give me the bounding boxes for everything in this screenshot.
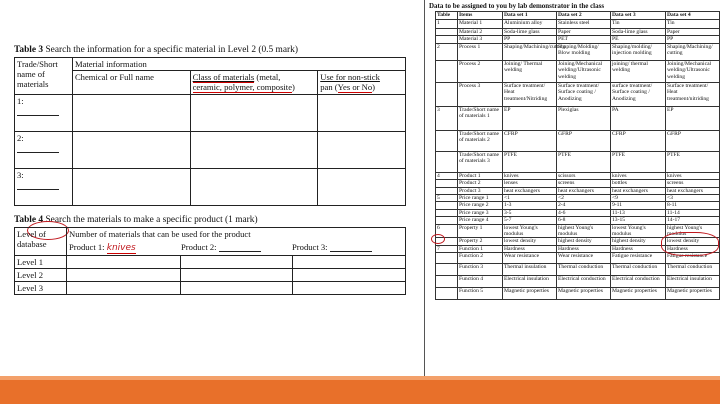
item-label-cell: Trade/Short name of materials 2 — [458, 130, 503, 151]
data-set-cell: knives — [503, 172, 557, 179]
data-set-cell: Wear resistance — [557, 253, 611, 264]
data-sheet-header-cell: Data set 3 — [611, 12, 666, 20]
item-label-cell: Material 2 — [458, 29, 503, 36]
nonstick-text: Use for non-stick — [320, 72, 380, 82]
table-number-cell — [436, 217, 458, 224]
table3-cell[interactable] — [318, 169, 406, 206]
table4-cell[interactable] — [67, 269, 181, 282]
data-sheet-header-cell: Data set 4 — [666, 12, 720, 20]
table-number-cell — [436, 264, 458, 276]
table3-col1-line2: name of — [17, 69, 45, 79]
data-set-cell: Hardness — [666, 245, 720, 252]
data-set-cell: 14-17 — [666, 217, 720, 224]
data-sheet-row — [436, 276, 720, 288]
class-paren: (metal, — [254, 72, 281, 82]
left-worksheet — [14, 44, 410, 344]
data-set-cell: screens — [666, 180, 720, 187]
table-number-cell — [436, 36, 458, 43]
data-set-cell: Thermal insulation — [503, 264, 557, 276]
answer-blank[interactable] — [219, 243, 261, 252]
data-set-cell: EP — [666, 106, 720, 130]
data-set-cell: 8-11 — [666, 202, 720, 209]
data-set-cell: CFRP — [503, 130, 557, 151]
data-set-cell: knives — [611, 172, 666, 179]
data-set-cell: Surface treatment/ Surface coating / Anodizing — [557, 82, 611, 106]
table-number-cell — [436, 60, 458, 82]
class-options-text: ceramic, polymer, composite — [192, 82, 293, 92]
data-set-cell: Electrical insulation — [503, 276, 557, 288]
data-set-cell: PTFE — [557, 151, 611, 172]
data-set-cell: lowest Young's modulus — [503, 224, 557, 238]
data-sheet-row — [436, 288, 720, 300]
table3-cell[interactable] — [318, 95, 406, 132]
table4-caption-bold: Table 4 — [14, 215, 44, 225]
data-set-cell: bottles — [611, 180, 666, 187]
data-sheet-row — [436, 151, 720, 172]
handwritten-circle-4 — [431, 234, 445, 244]
data-set-cell: PP — [666, 36, 720, 43]
data-sheet-row — [436, 20, 720, 29]
data-sheet-row — [436, 43, 720, 60]
table-number-cell — [436, 29, 458, 36]
data-set-cell: Magnetic properties — [503, 288, 557, 300]
table3-row-label — [15, 132, 73, 169]
product1-label — [69, 242, 181, 253]
table-number-cell — [436, 288, 458, 300]
data-set-cell: 13-15 — [611, 217, 666, 224]
data-set-cell: joining/ thermal welding — [611, 60, 666, 82]
data-set-cell: PA — [611, 106, 666, 130]
data-set-cell: 1-3 — [503, 202, 557, 209]
answer-blank[interactable] — [330, 243, 372, 252]
item-label-cell: Price range 2 — [458, 202, 503, 209]
data-set-cell: Surface treatment/ Heat treatment/Nitriding — [503, 82, 557, 106]
item-label-cell: Function 2 — [458, 253, 503, 264]
table3-row — [15, 169, 406, 206]
item-label-cell: Trade/Short name of materials 1 — [458, 106, 503, 130]
data-sheet-row — [436, 106, 720, 130]
data-set-cell: CFRP — [611, 130, 666, 151]
data-set-cell: scissors — [557, 172, 611, 179]
item-label-cell: Price range 3 — [458, 209, 503, 216]
level-label: Level 2 — [15, 269, 67, 282]
table3-cell[interactable] — [190, 132, 318, 169]
answer-blank[interactable] — [17, 107, 59, 116]
data-set-cell: Shaping/Molding/ Blow molding — [557, 43, 611, 60]
slide-footer-band — [0, 376, 720, 404]
item-label-cell: Product 3 — [458, 187, 503, 194]
data-sheet-header-cell: Items — [458, 12, 503, 20]
data-set-cell: Electrical conduction — [611, 276, 666, 288]
data-set-cell: PP — [503, 36, 557, 43]
table4-header-text: Number of materials that can be used for the product — [69, 229, 251, 239]
data-set-cell: Aluminium alloy — [503, 20, 557, 29]
table-number-cell: 3 — [436, 106, 458, 130]
class-of-materials-text: Class of materials — [192, 72, 255, 82]
table-number-cell: 6 — [436, 224, 458, 238]
data-set-cell: 5-7 — [503, 217, 557, 224]
item-label-cell: Process 1 — [458, 43, 503, 60]
item-label-cell: Material 1 — [458, 20, 503, 29]
table4-row — [15, 282, 406, 295]
data-set-cell: lenses — [503, 180, 557, 187]
table-number-cell: 4 — [436, 172, 458, 179]
table3-cell[interactable] — [72, 169, 190, 206]
table4-cell[interactable] — [293, 269, 406, 282]
product1-text: Product 1: — [69, 242, 105, 252]
handwritten-knives: knives — [106, 243, 136, 253]
data-set-cell: Joining/ Thermal welding — [503, 60, 557, 82]
item-label-cell: Property 1 — [458, 224, 503, 238]
item-label-cell: Function 4 — [458, 276, 503, 288]
product3-label — [292, 242, 403, 253]
table-number-cell — [436, 187, 458, 194]
data-set-cell: 4-6 — [557, 209, 611, 216]
data-set-cell: Tin — [666, 20, 720, 29]
data-sheet-row — [436, 187, 720, 194]
level-label: Level 3 — [15, 282, 67, 295]
data-set-cell: Tin — [611, 20, 666, 29]
table3-col-chemical-name: Chemical or Full name — [72, 71, 190, 95]
data-set-cell: Plexiglas — [557, 106, 611, 130]
item-label-cell: Product 2 — [458, 180, 503, 187]
data-set-cell: 11-13 — [611, 209, 666, 216]
item-label-cell: Price range 4 — [458, 217, 503, 224]
table3-info-header: Material information — [72, 58, 405, 71]
item-label-cell: Product 1 — [458, 172, 503, 179]
data-set-cell: GFRP — [666, 130, 720, 151]
data-sheet-row — [436, 130, 720, 151]
table4-cell[interactable] — [293, 282, 406, 295]
footer-highlight — [0, 376, 720, 380]
table3-row — [15, 95, 406, 132]
data-sheet-row — [436, 29, 720, 36]
row-number: 3: — [17, 170, 24, 180]
data-sheet — [424, 0, 720, 396]
data-set-cell: GFRP — [557, 130, 611, 151]
data-set-cell: heat exchangers — [666, 187, 720, 194]
data-set-cell: 6-8 — [557, 217, 611, 224]
table3-caption-bold: Table 3 — [14, 45, 44, 55]
table3-cell[interactable] — [318, 132, 406, 169]
data-set-cell: highest density — [557, 238, 611, 245]
data-set-cell: Magnetic properties — [557, 288, 611, 300]
data-set-cell: 9-11 — [611, 202, 666, 209]
table4-cell[interactable] — [180, 256, 293, 269]
item-label-cell: Property 2 — [458, 238, 503, 245]
table4 — [14, 227, 406, 295]
table3 — [14, 57, 406, 206]
data-set-cell: Thermal conduction — [666, 264, 720, 276]
data-set-cell: Paper — [557, 29, 611, 36]
table3-cell[interactable] — [190, 95, 318, 132]
data-set-cell: Stainless steel — [557, 20, 611, 29]
table4-cell[interactable] — [180, 269, 293, 282]
data-sheet-row — [436, 217, 720, 224]
data-set-cell: highest Young's modulus — [666, 224, 720, 238]
data-set-cell: surface treatment/ Surface coating / Anodizing — [611, 82, 666, 106]
data-set-cell: Fatigue resistance — [611, 253, 666, 264]
table-number-cell — [436, 82, 458, 106]
table4-products-header — [67, 228, 406, 256]
data-sheet-row — [436, 264, 720, 276]
data-sheet-row — [436, 82, 720, 106]
table-number-cell — [436, 151, 458, 172]
data-set-cell: Magnetic properties — [611, 288, 666, 300]
data-set-cell: 11-14 — [666, 209, 720, 216]
data-sheet-caption: Data to be assigned to you by lab demonstrator in the class — [429, 2, 605, 10]
table-number-cell — [436, 130, 458, 151]
table3-row — [15, 132, 406, 169]
data-set-cell: heat exchangers — [557, 187, 611, 194]
table3-col-nonstick — [318, 71, 406, 95]
data-set-cell: PE — [611, 36, 666, 43]
table-number-cell — [436, 202, 458, 209]
data-set-cell: lowest Young's modulus — [611, 224, 666, 238]
product2-label — [181, 242, 292, 253]
data-set-cell: lowest density — [503, 238, 557, 245]
data-set-cell: lowest density — [666, 238, 720, 245]
table-number-cell: 7 — [436, 245, 458, 252]
item-label-cell: Process 2 — [458, 60, 503, 82]
data-sheet-header-cell: Table — [436, 12, 458, 20]
table3-cell[interactable] — [72, 132, 190, 169]
table4-cell[interactable] — [293, 256, 406, 269]
table-number-cell: 1 — [436, 20, 458, 29]
level-label: Level 1 — [15, 256, 67, 269]
data-set-cell: Fatigue resistance — [666, 253, 720, 264]
data-set-cell: Paper — [666, 29, 720, 36]
data-set-cell: knives — [666, 172, 720, 179]
table4-caption-text: Search the materials to make a specific product (1 mark) — [43, 215, 258, 225]
table-number-cell — [436, 253, 458, 264]
data-set-cell: Hardness — [503, 245, 557, 252]
item-label-cell: Function 3 — [458, 264, 503, 276]
row-number: 2: — [17, 133, 24, 143]
table-number-cell — [436, 276, 458, 288]
product2-text: Product 2: — [181, 242, 217, 252]
data-sheet-header-cell: Data set 1 — [503, 12, 557, 20]
data-set-cell: Shaping/Machining/cutting — [503, 43, 557, 60]
data-set-cell: <2 — [557, 195, 611, 202]
table4-cell[interactable] — [67, 256, 181, 269]
answer-blank[interactable] — [17, 181, 59, 190]
table-number-cell — [436, 209, 458, 216]
data-set-cell: Magnetic properties — [666, 288, 720, 300]
data-set-cell: heat exchangers — [611, 187, 666, 194]
answer-blank[interactable] — [17, 144, 59, 153]
data-sheet-row — [436, 202, 720, 209]
database-text: database — [17, 239, 47, 249]
data-set-cell: 3-5 — [503, 209, 557, 216]
data-set-cell: Soda-lime glass — [503, 29, 557, 36]
nonstick-yes-no: Yes or No — [337, 82, 373, 92]
data-set-cell: Shaping/molding/ injection molding — [611, 43, 666, 60]
data-set-cell: Thermal conduction — [611, 264, 666, 276]
table3-caption-text: Search the information for a specific material in Level 2 (0.5 mark) — [43, 45, 298, 55]
data-sheet-header-cell: Data set 2 — [557, 12, 611, 20]
table3-caption — [14, 44, 410, 56]
table4-cell[interactable] — [67, 282, 181, 295]
data-sheet-row — [436, 195, 720, 202]
product3-text: Product 3: — [292, 242, 328, 252]
class-close-paren: ) — [292, 82, 295, 92]
data-set-cell: Joining/Mechanical welding/Ultrasonic welding — [557, 60, 611, 82]
data-set-cell: Hardness — [611, 245, 666, 252]
row-number: 1: — [17, 96, 24, 106]
data-set-cell: Wear resistance — [503, 253, 557, 264]
item-label-cell: Function 5 — [458, 288, 503, 300]
item-label-cell: Process 3 — [458, 82, 503, 106]
data-set-cell: PET — [557, 36, 611, 43]
data-sheet-row — [436, 60, 720, 82]
table3-col1-line3: materials — [17, 79, 49, 89]
data-sheet-header-row — [436, 12, 720, 20]
data-set-cell: EP — [503, 106, 557, 130]
data-set-cell: Surface treatment/ Heat treatment/nitriding — [666, 82, 720, 106]
data-sheet-table — [435, 11, 720, 300]
data-set-cell: PTFE — [611, 151, 666, 172]
data-set-cell: Joining/Mechanical welding/Ultrasonic welding — [666, 60, 720, 82]
data-set-cell: <3 — [666, 195, 720, 202]
table3-col-trade-name — [15, 58, 73, 95]
data-set-cell: heat exchangers — [503, 187, 557, 194]
table-number-cell: 2 — [436, 43, 458, 60]
item-label-cell: Trade/Short name of materials 3 — [458, 151, 503, 172]
table3-cell[interactable] — [190, 169, 318, 206]
data-set-cell: PTFE — [666, 151, 720, 172]
table3-col1-line1: Trade/Short — [17, 59, 58, 69]
table3-cell[interactable] — [72, 95, 190, 132]
nonstick-close: ) — [372, 82, 376, 92]
handwritten-circle-product — [661, 232, 719, 256]
table4-cell[interactable] — [180, 282, 293, 295]
data-set-cell: Electrical conduction — [557, 276, 611, 288]
data-set-cell: highest density — [611, 238, 666, 245]
data-set-cell: Hardness — [557, 245, 611, 252]
data-set-cell: PTFE — [503, 151, 557, 172]
data-set-cell: Electrical insulation — [666, 276, 720, 288]
table4-row — [15, 256, 406, 269]
table-number-cell — [436, 180, 458, 187]
table3-col-class — [190, 71, 318, 95]
table3-row-label — [15, 169, 73, 206]
data-set-cell: Soda-lime glass — [611, 29, 666, 36]
table3-row-label — [15, 95, 73, 132]
data-set-cell: Shaping/Machining/ cutting — [666, 43, 720, 60]
data-set-cell: Thermal conduction — [557, 264, 611, 276]
data-set-cell: highest Young's modulus — [557, 224, 611, 238]
data-set-cell: screens — [557, 180, 611, 187]
level-of-text: Level of — [17, 229, 46, 239]
nonstick-pan: pan ( — [320, 82, 338, 92]
table4-col-level — [15, 228, 67, 256]
data-set-cell: <9 — [611, 195, 666, 202]
item-label-cell: Price range 1 — [458, 195, 503, 202]
table-number-cell: 5 — [436, 195, 458, 202]
data-set-cell: <1 — [503, 195, 557, 202]
data-set-cell: 2-4 — [557, 202, 611, 209]
data-sheet-row — [436, 180, 720, 187]
table4-row — [15, 269, 406, 282]
item-label-cell: Function 1 — [458, 245, 503, 252]
data-sheet-row — [436, 36, 720, 43]
data-sheet-row — [436, 209, 720, 216]
item-label-cell: Material 3 — [458, 36, 503, 43]
data-sheet-row — [436, 172, 720, 179]
